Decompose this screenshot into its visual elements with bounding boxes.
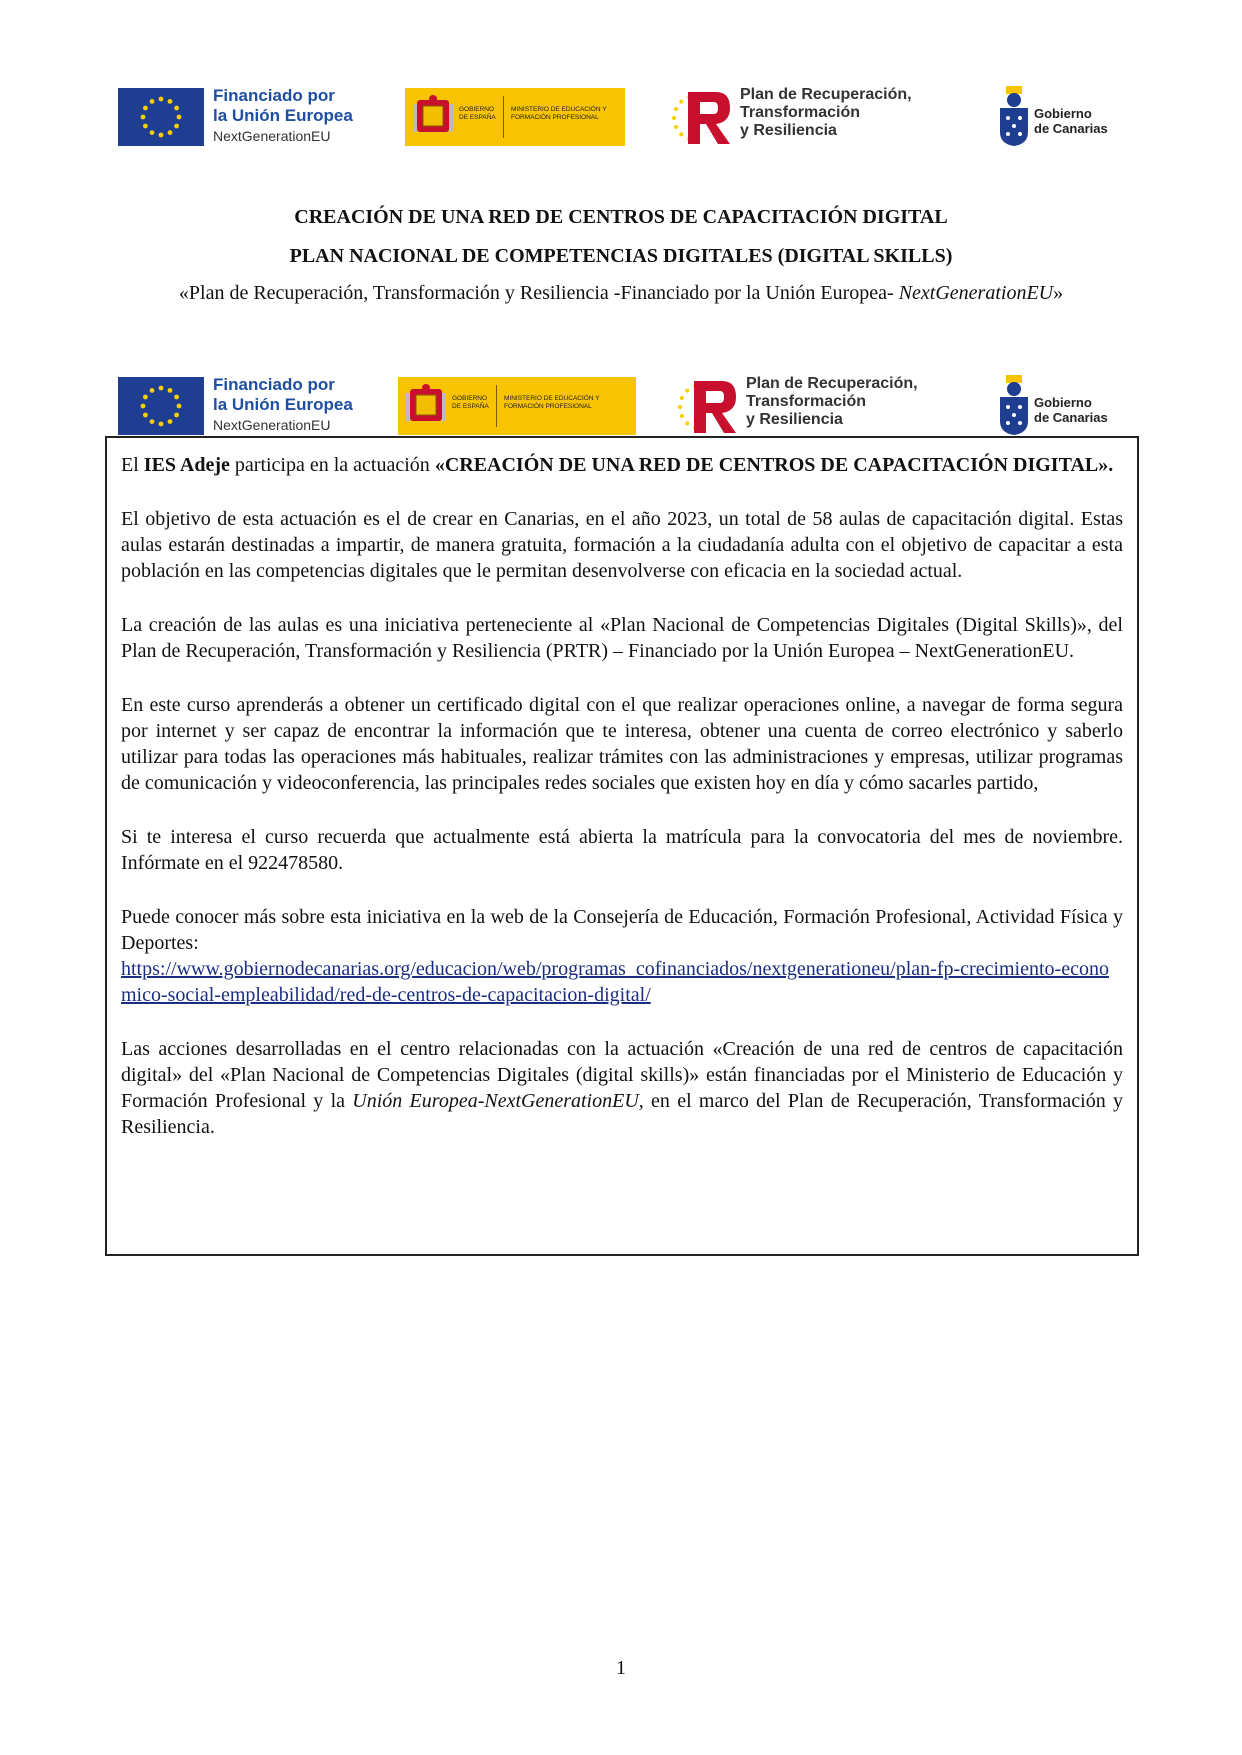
prtr-line3: y Resiliencia	[746, 411, 843, 428]
title-line-2: PLAN NACIONAL DE COMPETENCIAS DIGITALES (DIGITAL SKILLS)	[289, 245, 953, 267]
gobierno-espana-logo	[405, 86, 625, 150]
prtr-r-icon	[672, 375, 742, 439]
funding-post: en el marco del Plan de Recuperación, Transformación y Resiliencia.	[121, 1090, 1123, 1138]
canarias-shield-icon	[998, 86, 1030, 146]
prtr-line1: Plan de Recuperación,	[740, 86, 912, 103]
title-line-3-suffix: »	[1053, 282, 1064, 304]
enrollment-paragraph: Si te interesa el curso recuerda que actualmente está abierta la matrícula para la convocatoria del mes de noviembre. Infórmate en el 922478580.	[121, 826, 1123, 874]
funding-italic: Unión Europea-NextGenerationEU,	[352, 1090, 644, 1112]
page-number: 1	[616, 1657, 626, 1679]
prtr-line2: Transformación	[746, 393, 867, 410]
gobierno-canarias-logo	[998, 375, 1134, 439]
more-info-paragraph	[121, 904, 1123, 1008]
prtr-line2: Transformación	[740, 104, 861, 121]
coat-of-arms-icon	[413, 94, 453, 140]
initiative-paragraph: La creación de las aulas es una iniciativa perteneciente al «Plan Nacional de Competencias Digitales (Digital Skills)», del Plan de Recuperación, Transformación y Resiliencia (PRTR) – Financiado por la Unión Europea – NextGenerationEU.	[121, 614, 1123, 662]
eu-flag-icon	[118, 377, 204, 435]
more-info-text: Puede conocer más sobre esta iniciativa en la web de la Consejería de Educación, Formación Profesional, Actividad Física y Deportes:	[121, 906, 1123, 954]
coat-of-arms-icon	[406, 383, 446, 429]
canarias-shield-icon	[998, 375, 1030, 435]
ministerio-text: MINISTERIO DE EDUCACIÓN Y FORMACIÓN PROFESIONAL	[504, 395, 600, 410]
canarias-line1: Gobierno	[1034, 395, 1092, 410]
prtr-line1: Plan de Recuperación,	[746, 375, 918, 392]
ministerio-text: MINISTERIO DE EDUCACIÓN Y FORMACIÓN PROFESIONAL	[511, 106, 607, 121]
info-box	[105, 436, 1139, 1256]
title-line-3-prefix: «Plan de Recuperación, Transformación y Resiliencia -Financiado por la Unión Europea-	[178, 282, 899, 304]
action-name: «CREACIÓN DE UNA RED DE CENTROS DE CAPACITACIÓN DIGITAL».	[434, 454, 1114, 476]
eu-logo-line3: NextGenerationEU	[213, 128, 331, 144]
eu-logo-line1: Financiado por	[213, 86, 335, 105]
prtr-line3: y Resiliencia	[740, 122, 837, 139]
eu-logo-line2: la Unión Europea	[213, 106, 353, 125]
title-line-3	[0, 282, 1242, 305]
intro-mid: participa en la actuación	[229, 454, 435, 476]
gobierno-espana-logo	[398, 375, 636, 439]
gobierno-espana-text: GOBIERNO DE ESPAÑA	[459, 106, 496, 121]
eu-logo-line3: NextGenerationEU	[213, 417, 331, 433]
logo-strip-middle	[118, 375, 1134, 439]
prtr-logo	[666, 86, 936, 150]
objective-paragraph: El objetivo de esta actuación es el de crear en Canarias, en el año 2023, un total de 58 aulas de capacitación digital. Estas aulas estarán destinadas a impartir, de manera gratuita, formación a la ciudadanía adulta con el objetivo de capacitar a esta población en las competencias digitales que le permitan desenvolverse con eficacia en la sociedad actual.	[121, 508, 1123, 582]
course-paragraph: En este curso aprenderás a obtener un certificado digital con el que realizar operaciones online, a navegar de forma segura por internet y ser capaz de encontrar la información que te interesa, obtener una cuenta de correo electrónico y saberlo utilizar para todas las operaciones más habituales, realizar trámites con las administraciones y empresas, utilizar programas de comunicación y videoconferencia, las principales redes sociales que existen hoy en día y cómo sacarles partido,	[121, 694, 1123, 794]
canarias-line1: Gobierno	[1034, 106, 1092, 121]
logo-strip-top	[118, 86, 1134, 150]
eu-flag-icon	[118, 88, 204, 146]
title-line-3-italic: NextGenerationEU	[898, 282, 1054, 304]
intro-pre: El	[121, 454, 144, 476]
eu-logo-line1: Financiado por	[213, 375, 335, 394]
prtr-r-icon	[666, 86, 736, 150]
gobierno-espana-text: GOBIERNO DE ESPAÑA	[452, 395, 489, 410]
title-line-1: CREACIÓN DE UNA RED DE CENTROS DE CAPACITACIÓN DIGITAL	[294, 206, 948, 228]
prtr-logo	[672, 375, 942, 439]
funding-pre: Las acciones desarrolladas en el centro relacionadas con la actuación «Creación de una red de centros de capacitación digital» del «Plan Nacional de Competencias Digitales (digital skills)» están financiadas por el Ministerio de Educación y Formación Profesional y la	[121, 1038, 1123, 1112]
funding-paragraph	[121, 1036, 1123, 1140]
consejeria-link[interactable]: https://www.gobiernodecanarias.org/educacion/web/programas_cofinanciados/nextgenerationeu/plan-fp-crecimiento-economico-social-empleabilidad/red-de-centros-de-capacitacion-digital/	[121, 958, 1109, 1006]
eu-logo-line2: la Unión Europea	[213, 395, 353, 414]
canarias-line2: de Canarias	[1034, 410, 1108, 425]
eu-logo	[118, 86, 368, 150]
canarias-line2: de Canarias	[1034, 121, 1108, 136]
eu-logo	[118, 375, 368, 439]
intro-paragraph	[121, 452, 1123, 478]
gobierno-canarias-logo	[998, 86, 1134, 150]
school-name: IES Adeje	[143, 454, 230, 476]
